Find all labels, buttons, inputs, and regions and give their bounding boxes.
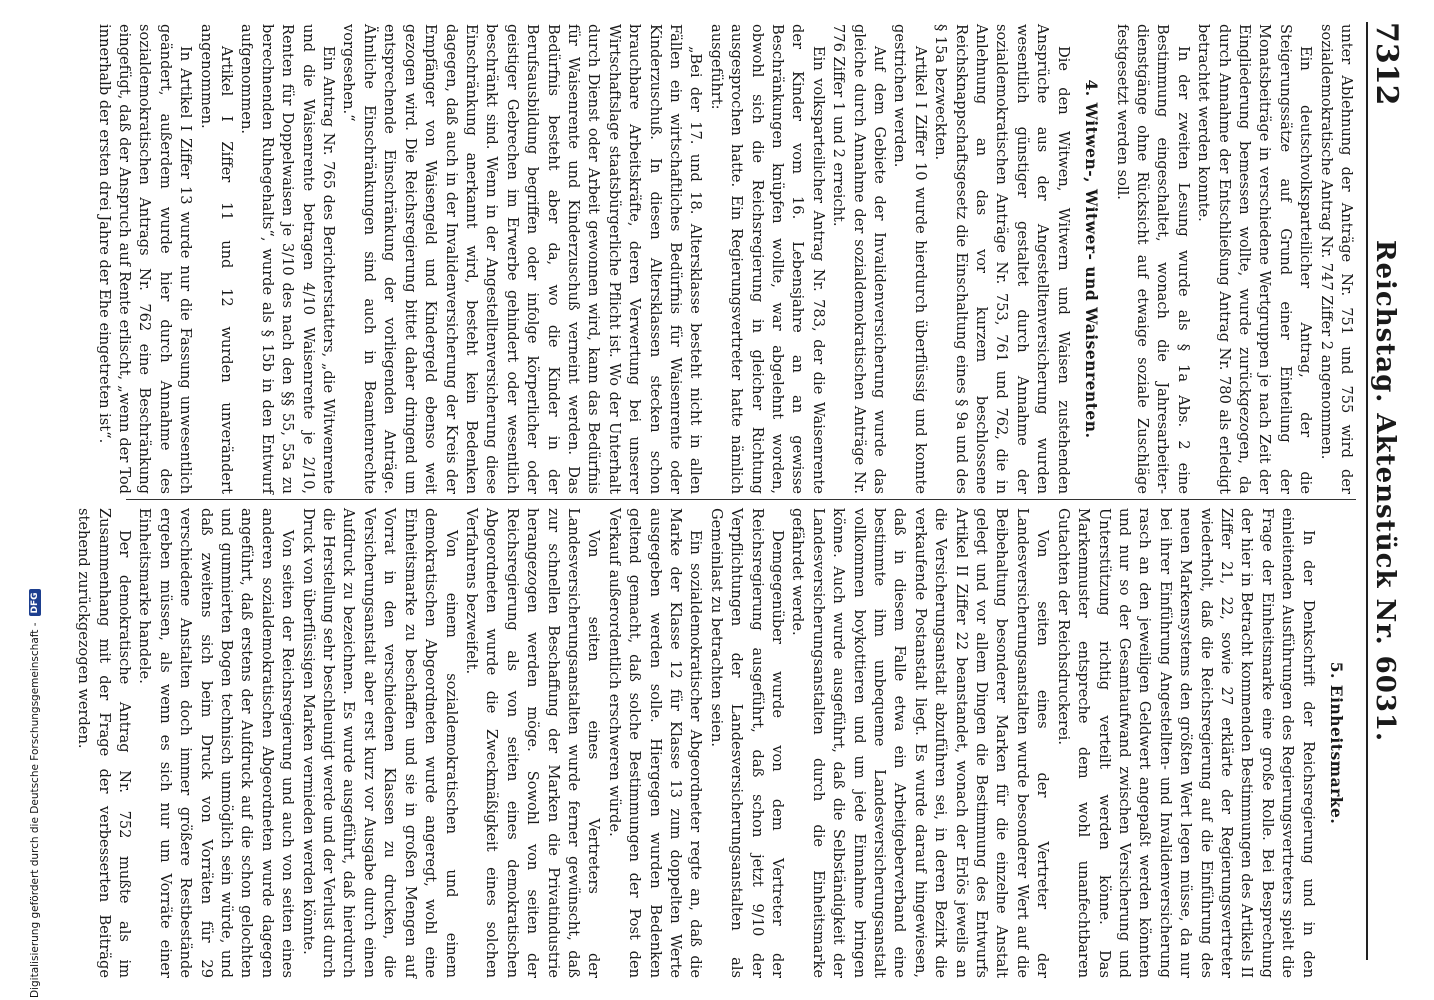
section-heading: 4. Witwen-, Witwer- und Waisenrenten.: [1082, 79, 1102, 439]
paragraph: Auf dem Gebiete der Invalidenversicherung wurde das gleiche durch Annahme der sozialdemokratischen Anträge Nr. 776 Ziffer 1 und 2 erreicht.: [830, 24, 889, 494]
right-column: [75, 508, 1356, 978]
paragraph: Artikel I Ziffer 10 wurde hierdurch überflüssig und konnte gestrichen werden.: [891, 24, 929, 494]
running-title: Reichstag. Aktenstück Nr. 6031.: [1370, 239, 1400, 743]
paragraph: Von einem sozialdemokratischen und einem demokratischen Abgeordneten wurde angeregt, wohl eine Einheitsmarke zu beschaffen und sie in großen Mengen auf Vorrat in den verschiedenen Klassen zu drucken, die Versicherungsanstalt aber erst kurz vor Ausgabe durch einen Aufdruck zu bezeichnen. Es wurde ausgeführt, daß hierdurch die Herstellung sehr beschleunigt werde und der Verlust durch Druck von überflüssigen Marken vermieden werden könnte.: [299, 508, 460, 978]
paragraph: In der Denkschrift der Reichsregierung und in den einleitenden Ausführungen des Regierungsvertreters spielt die Frage der Einheitsmarke eine große Rolle. Bei Besprechung der hier in Betracht kommenden Bestimmungen des Artikels II Ziffer 21, 22, sowie 27 erklärte der Regierungsvertreter wiederholt, daß die Reichsregierung auf die Einführung des neuen Markensystems den größten Wert legen müsse, da nur bei ihrer Einführung Angestellten- und Invalidenversicherung rasch an den jeweiligen Geldwert angepaßt werden könnten und nur so der Gesamtaufwand zwischen Versicherung und Unterstützung richtig verteilt werden könne. Das Markenmuster entspreche dem wohl unanfechtbaren Gutachten der Reichsdruckerei.: [1054, 508, 1317, 978]
paragraph: Ein deutschvolksparteilicher Antrag, der die Steigerungssätze auf Grund einer Einteilung der Monatsbeiträge in verschiedene Wertgruppen je nach Zeit der Eingliederung bemessen wollte, wurde zurückgezogen, da durch Annahme der Entschließung Antrag Nr. 780 als erledigt betrachtet werden konnte.: [1195, 24, 1315, 494]
page-header: [1366, 22, 1408, 960]
paragraph: Von seiten eines Vertreters der Landesversicherungsanstalten wurde ferner gewünscht, daß zur schnellen Beschaffung der Marken die Privatindustrie herangezogen werden möge. Sowohl von seiten der Reichsregierung als von seiten eines demokratischen Abgeordneten wurde die Zweckmäßigkeit eines solchen Verfahrens bezweifelt.: [462, 508, 603, 978]
left-column: [95, 24, 1356, 494]
paragraph: Ein Antrag Nr. 765 des Berichterstatters, „die Witwenrente und die Waisenrente betragen 4/10 Waisenrente je 2/10, Renten für Doppelwaisen je 3/10 des nach den §§ 55, 55a zu berechnenden Ruhegehalts“, wurde als § 15b in den Entwurf aufgenommen.: [238, 24, 338, 494]
quote-paragraph: „Bei der 17. und 18. Altersklasse besteht nicht in allen Fällen ein wirtschaftliches Bedürfnis für Waisenrente oder Kinderzuschuß. In diesen Altersklassen stecken schon brauchbare Arbeitskräfte, deren Verwertung bei unserer Wirtschaftslage staatsbürgerliche Pflicht ist. Wo der Unterhalt durch Dienst oder Arbeit gewonnen wird, kann das Bedürfnis für Waisenrente und Kinderzuschuß verneint werden. Das Bedürfnis besteht aber da, wo die Kinder in der Berufsausbildung begriffen oder infolge körperlicher oder geistiger Gebrechen im Erwerbe gehindert oder wesentlich beschränkt sind. Wenn in der Angestelltenversicherung diese Einschränkung anerkannt wird, besteht kein Bedenken dagegen, daß auch in der Invalidenversicherung der Kreis der Empfänger von Waisengeld und Kindergeld ebenso weit gezogen wird. Die Reichsregierung bittet daher dringend um entsprechende Einschränkung der vorliegenden Anträge. Ähnliche Einschränkungen sind auch in Beamtenrechte vorgesehen.“: [340, 24, 705, 494]
page-number: 7312: [1369, 22, 1404, 106]
paragraph: unter Ablehnung der Anträge Nr. 751 und 755 wird der sozialdemokratische Antrag Nr. 747 Ziffer 2 angenommen.: [1317, 24, 1355, 494]
paragraph: Ein sozialdemokratischer Abgeordneter regte an, daß die Marke der Klasse 12 für Klasse 13 zum doppelten Werte ausgegeben werden solle. Hiergegen wurden Bedenken geltend gemacht, daß solche Bestimmungen der Post den Verkauf außerordentlich erschweren würde.: [605, 508, 705, 978]
paragraph: Die den Witwen, Witwern und Waisen zustehenden Ansprüche aus der Angestelltenversicherung wurden wesentlich günstiger gestaltet durch Annahme der sozialdemokratischen Anträge Nr. 753, 761 und 762, die in Anlehnung an das vor kurzem beschlossene Reichsknappschaftsgesetz die Einschaltung eines § 9a und des § 15a bezweckten.: [932, 24, 1072, 494]
column-divider: [126, 499, 1356, 500]
digitization-note: [20, 0, 50, 998]
paragraph: Von seiten eines der Vertreter der Landesversicherungsanstalten wurde besonderer Wert auf die Beibehaltung besonderer Marken für die einzelne Anstalt gelegt und vor allem Dingen die Bestimmung des Entwurfs Artikel II Ziffer 22 beanstandet, wonach der Erlös jeweils an die Versicherungsanstalt abzuführen sei, in deren Bezirk die verkaufende Postanstalt liegt. Es wurde darauf hingewiesen, daß in diesem Falle etwa ein Arbeitgeberverband eine bestimmte ihm unbequeme Landesversicherungsanstalt vollkommen boykottieren und um jede Einnahme bringen könne. Auch wurde ausgeführt, daß die Selbständigkeit der Landesversicherungsanstalten durch die Einheitsmarke gefährdet werde.: [789, 508, 1052, 978]
paragraph: Demgegenüber wurde von dem Vertreter der Reichsregierung ausgeführt, daß schon jetzt 9/10 der Verpflichtungen der Landesversicherungsanstalten als Gemeinlast zu betrachten seien.: [707, 508, 787, 978]
section-heading: 5. Einheitsmarke.: [1327, 661, 1346, 825]
paragraph: Artikel I Ziffer 11 und 12 wurden unverändert angenommen.: [197, 24, 236, 494]
paragraph: Der demokratische Antrag Nr. 752 mußte als im Zusammenhang mit der Frage der verbesserten Beiträge stehend zurückgezogen werden.: [75, 508, 134, 978]
paragraph: Von seiten der Reichsregierung und auch von seiten eines anderen sozialdemokratischen Abgeordneten wurde dagegen angeführt, daß erstens der Aufdruck auf die schon gelochten und gummierten Bogen technisch unmöglich sein würde, und daß zweitens sich beim Druck von Vorräten für 29 verschiedene Anstalten doch immer größere Restbestände ergeben müssen, als wenn es sich nur um Vorräte einer Einheitsmarke handele.: [136, 508, 297, 978]
digitization-text: Digitalisierung gefördert durch die Deutsche Forschungsgemeinschaft -: [29, 622, 41, 998]
paragraph: In der zweiten Lesung wurde als § 1a Abs. 2 eine Bestimmung eingeschaltet, wonach die Jahresarbeiter-dienstgänge ohne Rücksicht auf etwaige soziale Zuschläge festgesetzt werden soll.: [1113, 24, 1192, 494]
paragraph: In Artikel I Ziffer 13 wurde nur die Fassung unwesentlich geändert, außerdem wurde hier durch Annahme des sozialdemokratischen Antrags Nr. 762 eine Beschränkung eingefügt, daß der Anspruch auf Rente erlischt, „wenn der Tod innerhalb der ersten drei Jahre der Ehe eingetreten ist“.: [95, 24, 195, 494]
dfg-logo: DFG: [29, 589, 41, 616]
paragraph: Ein volksparteilicher Antrag Nr. 783, der die Waisenrente der Kinder vom 16. Lebensjahre an an gewisse Beschränkungen knüpfen wollte, war abgelehnt worden, obwohl sich die Reichsregierung in gleicher Richtung ausgesprochen hatte. Ein Regierungsvertreter hatte nämlich ausgeführt:: [707, 24, 827, 494]
